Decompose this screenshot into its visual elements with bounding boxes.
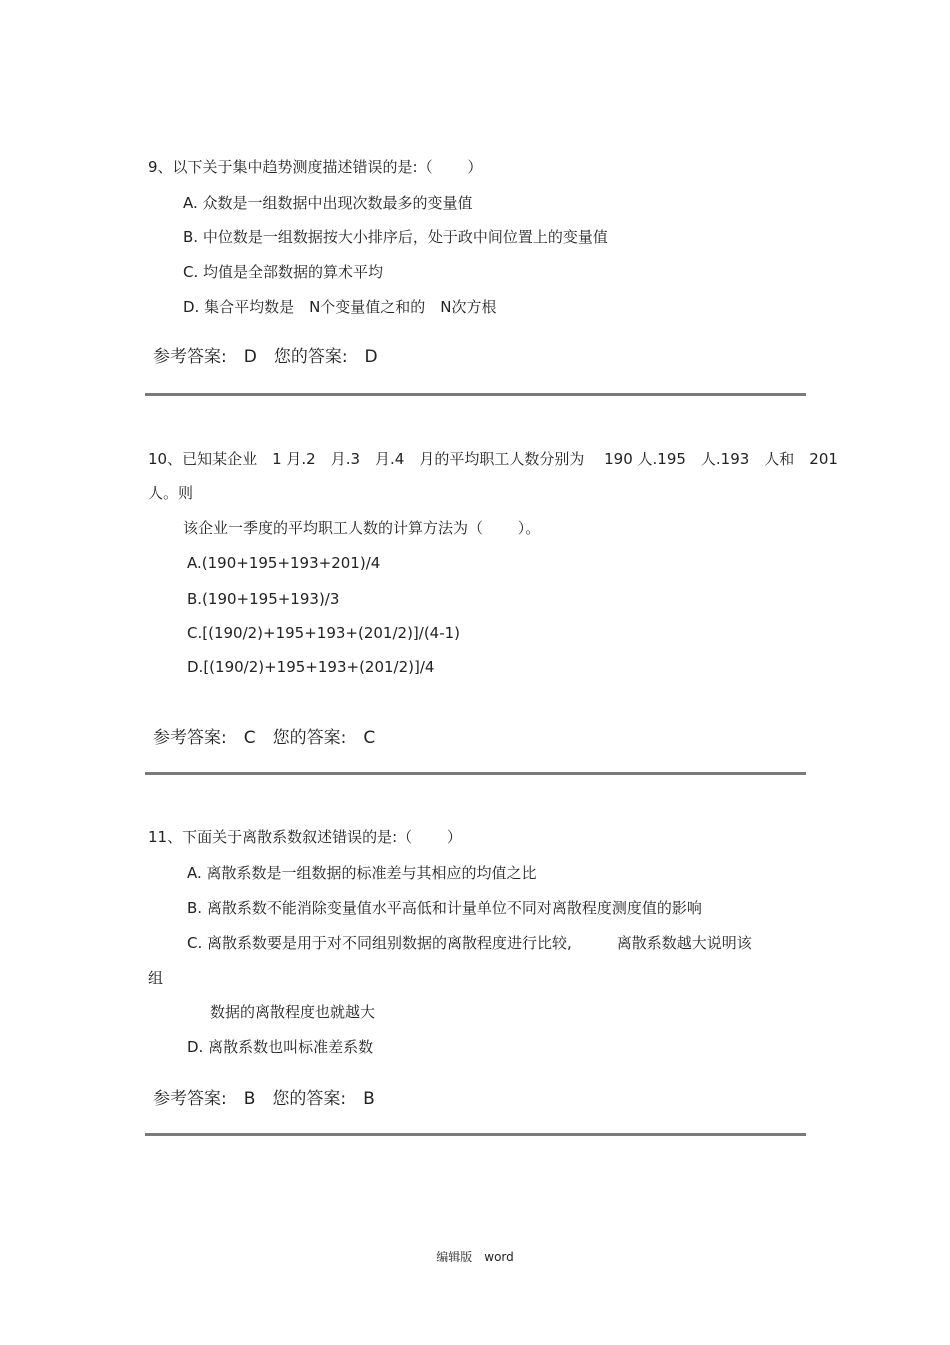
q11-answer: 参考答案: B 您的答案: B [153, 1089, 375, 1109]
q10-stem-line1: 10、已知某企业 1 月.2 月.3 月.4 月的平均职工人数分别为 190 人.195 人.193 人和 201 [148, 450, 838, 468]
page-footer: 编辑版 word [436, 1250, 514, 1264]
q11-option-c-line1: C. 离散系数要是用于对不同组别数据的离散程度进行比较, 离散系数越大说明该 [187, 934, 752, 952]
q11-option-c-line3: 数据的离散程度也就越大 [210, 1003, 376, 1021]
q9-answer: 参考答案: D 您的答案: D [153, 347, 378, 367]
q9-divider [145, 393, 806, 396]
q11-option-b: B. 离散系数不能消除变量值水平高低和计量单位不同对离散程度测度值的影响 [187, 899, 702, 917]
q10-stem-line3: 该企业一季度的平均职工人数的计算方法为（ ）。 [183, 519, 541, 537]
q11-option-d: D. 离散系数也叫标准差系数 [187, 1038, 374, 1056]
q10-option-a: A.(190+195+193+201)/4 [187, 554, 381, 572]
q11-divider [145, 1133, 806, 1136]
q10-answer: 参考答案: C 您的答案: C [153, 728, 376, 748]
q9-option-b: B. 中位数是一组数据按大小排序后，处于政中间位置上的变量值 [183, 228, 608, 246]
q11-option-a: A. 离散系数是一组数据的标准差与其相应的均值之比 [187, 864, 537, 882]
q9-stem: 9、以下关于集中趋势测度描述错误的是:（ ） [148, 158, 483, 176]
q10-stem-line2: 人。则 [148, 484, 194, 502]
q10-option-b: B.(190+195+193)/3 [187, 590, 340, 608]
q11-option-c-line2: 组 [148, 969, 164, 987]
q11-stem: 11、下面关于离散系数叙述错误的是:（ ） [148, 828, 462, 846]
q9-option-c: C. 均值是全部数据的算术平均 [183, 263, 384, 281]
q10-option-c: C.[(190/2)+195+193+(201/2)]/(4-1) [187, 624, 461, 642]
q10-divider [145, 772, 806, 775]
q9-option-d: D. 集合平均数是 N个变量值之和的 N次方根 [183, 298, 497, 316]
q9-option-a: A. 众数是一组数据中出现次数最多的变量值 [183, 194, 473, 212]
q10-option-d: D.[(190/2)+195+193+(201/2)]/4 [187, 658, 435, 676]
